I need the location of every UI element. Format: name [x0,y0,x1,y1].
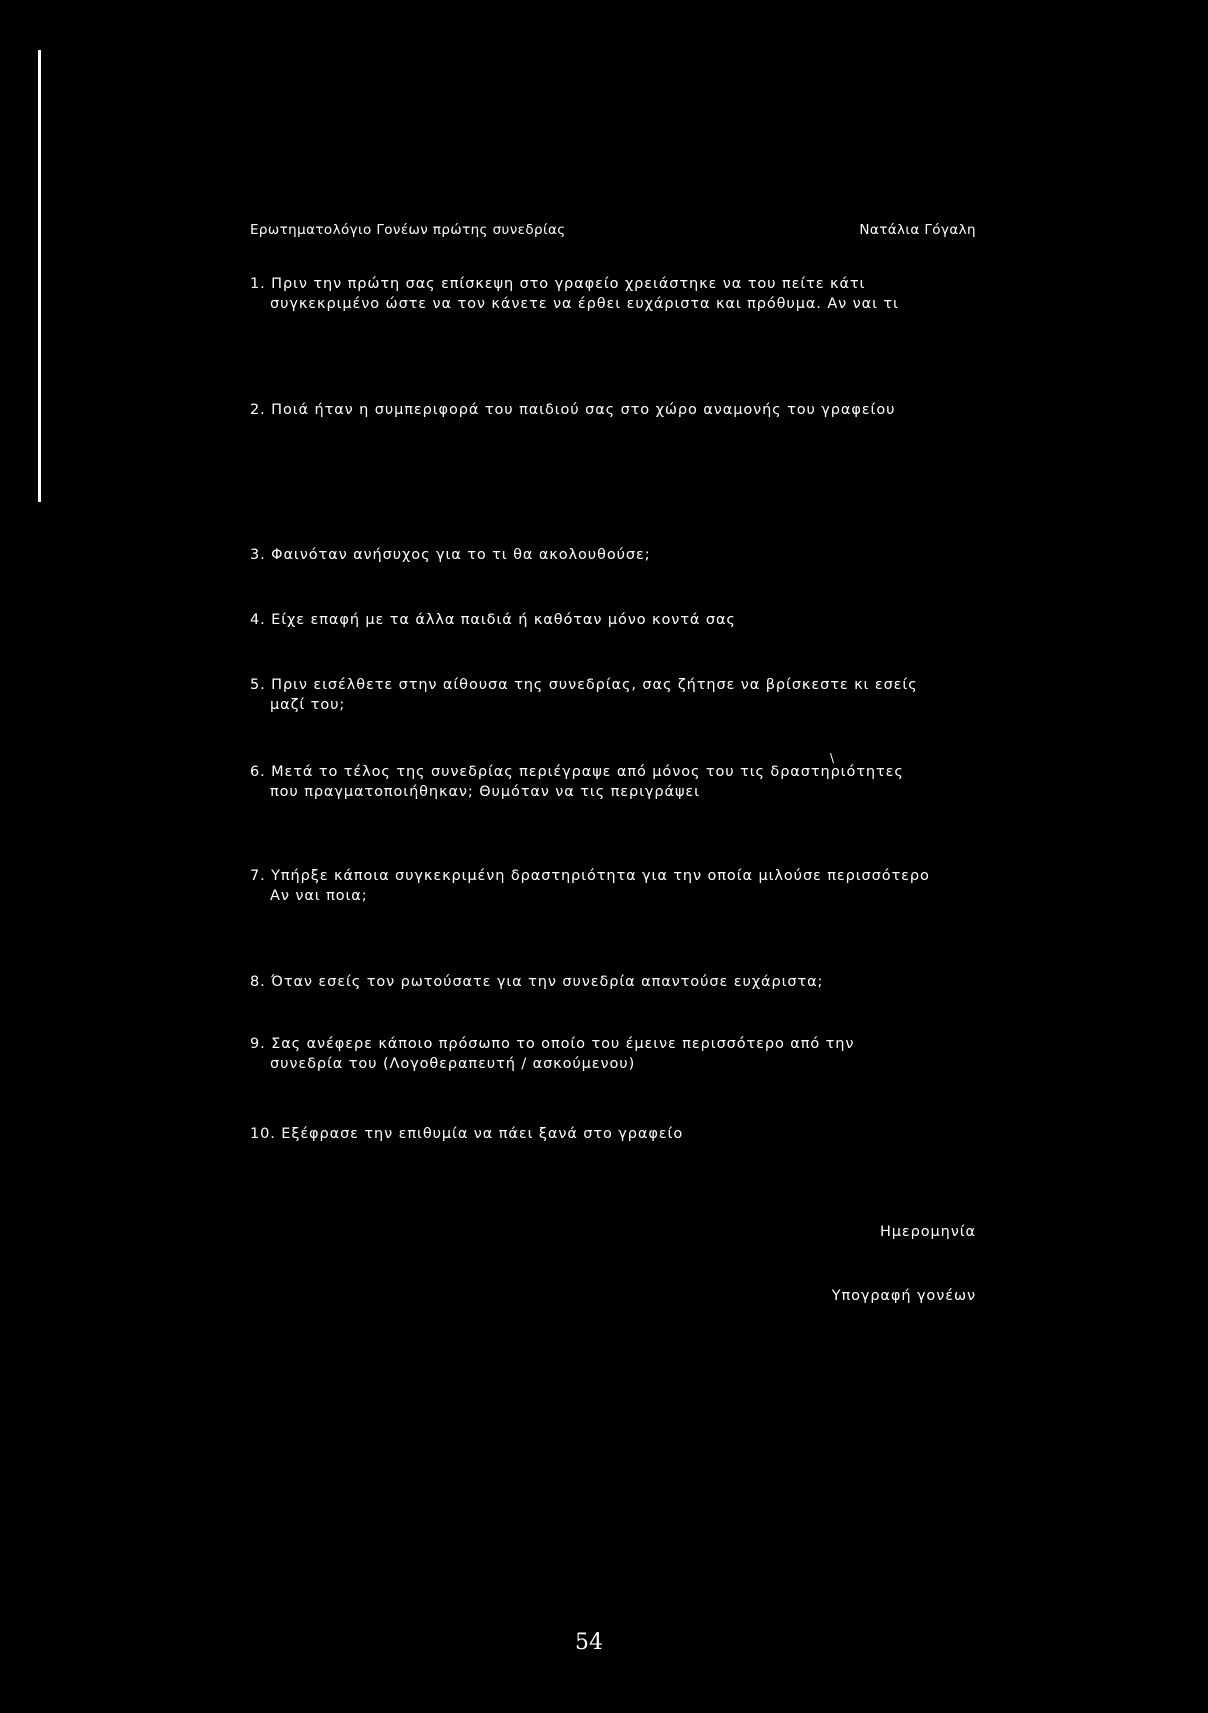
question-text-continued: που πραγματοποιήθηκαν; Θυμόταν να τις περιγράψει [270,784,700,800]
question-6 [250,762,990,802]
question-text-continued: Αν ναι ποια; [270,888,368,904]
question-7 [250,866,990,906]
question-text: 2. Ποιά ήταν η συμπεριφορά του παιδιού σας στο χώρο αναμονής του γραφείου [250,402,896,418]
date-label: Ημερομηνία [879,1224,976,1240]
handwritten-mark: \ [830,751,835,765]
question-8 [250,972,990,992]
question-1 [250,274,990,314]
question-text: 3. Φαινόταν ανήσυχος για το τι θα ακολουθούσε; [250,547,651,563]
question-text: 9. Σας ανέφερε κάποιο πρόσωπο το οποίο του έμεινε περισσότερο από την [250,1036,855,1052]
question-4 [250,610,990,630]
question-text-continued: μαζί του; [270,697,346,713]
page-number: 54 [575,1630,603,1655]
question-5 [250,675,990,715]
question-text: 1. Πριν την πρώτη σας επίσκεψη στο γραφείο χρειάστηκε να του πείτε κάτι [250,276,866,292]
question-10 [250,1124,990,1144]
question-3 [250,545,990,565]
question-text: 7. Υπήρξε κάποια συγκεκριμένη δραστηριότητα για την οποία μιλούσε περισσότερο [250,868,930,884]
document-title: Ερωτηματολόγιο Γονέων πρώτης συνεδρίας [250,222,566,238]
question-text: 8. Όταν εσείς τον ρωτούσατε για την συνεδρία απαντούσε ευχάριστα; [250,974,824,990]
margin-line [38,50,41,502]
question-text: 5. Πριν εισέλθετε στην αίθουσα της συνεδρίας, σας ζήτησε να βρίσκεστε κι εσείς [250,677,918,693]
document-author: Νατάλια Γόγαλη [859,222,976,238]
question-text: 10. Εξέφρασε την επιθυμία να πάει ξανά στο γραφείο [250,1126,684,1142]
question-2 [250,400,990,420]
question-text: 6. Μετά το τέλος της συνεδρίας περιέγραψε από μόνος του τις δραστηριότητες [250,764,904,780]
question-text-continued: συγκεκριμένο ώστε να τον κάνετε να έρθει ευχάριστα και πρόθυμα. Αν ναι τι [270,296,899,312]
question-text: 4. Είχε επαφή με τα άλλα παιδιά ή καθόταν μόνο κοντά σας [250,612,736,628]
question-text-continued: συνεδρία του (Λογοθεραπευτή / ασκούμενου) [270,1056,636,1072]
parents-signature-label: Υπογραφή γονέων [831,1288,976,1304]
question-9 [250,1034,990,1074]
